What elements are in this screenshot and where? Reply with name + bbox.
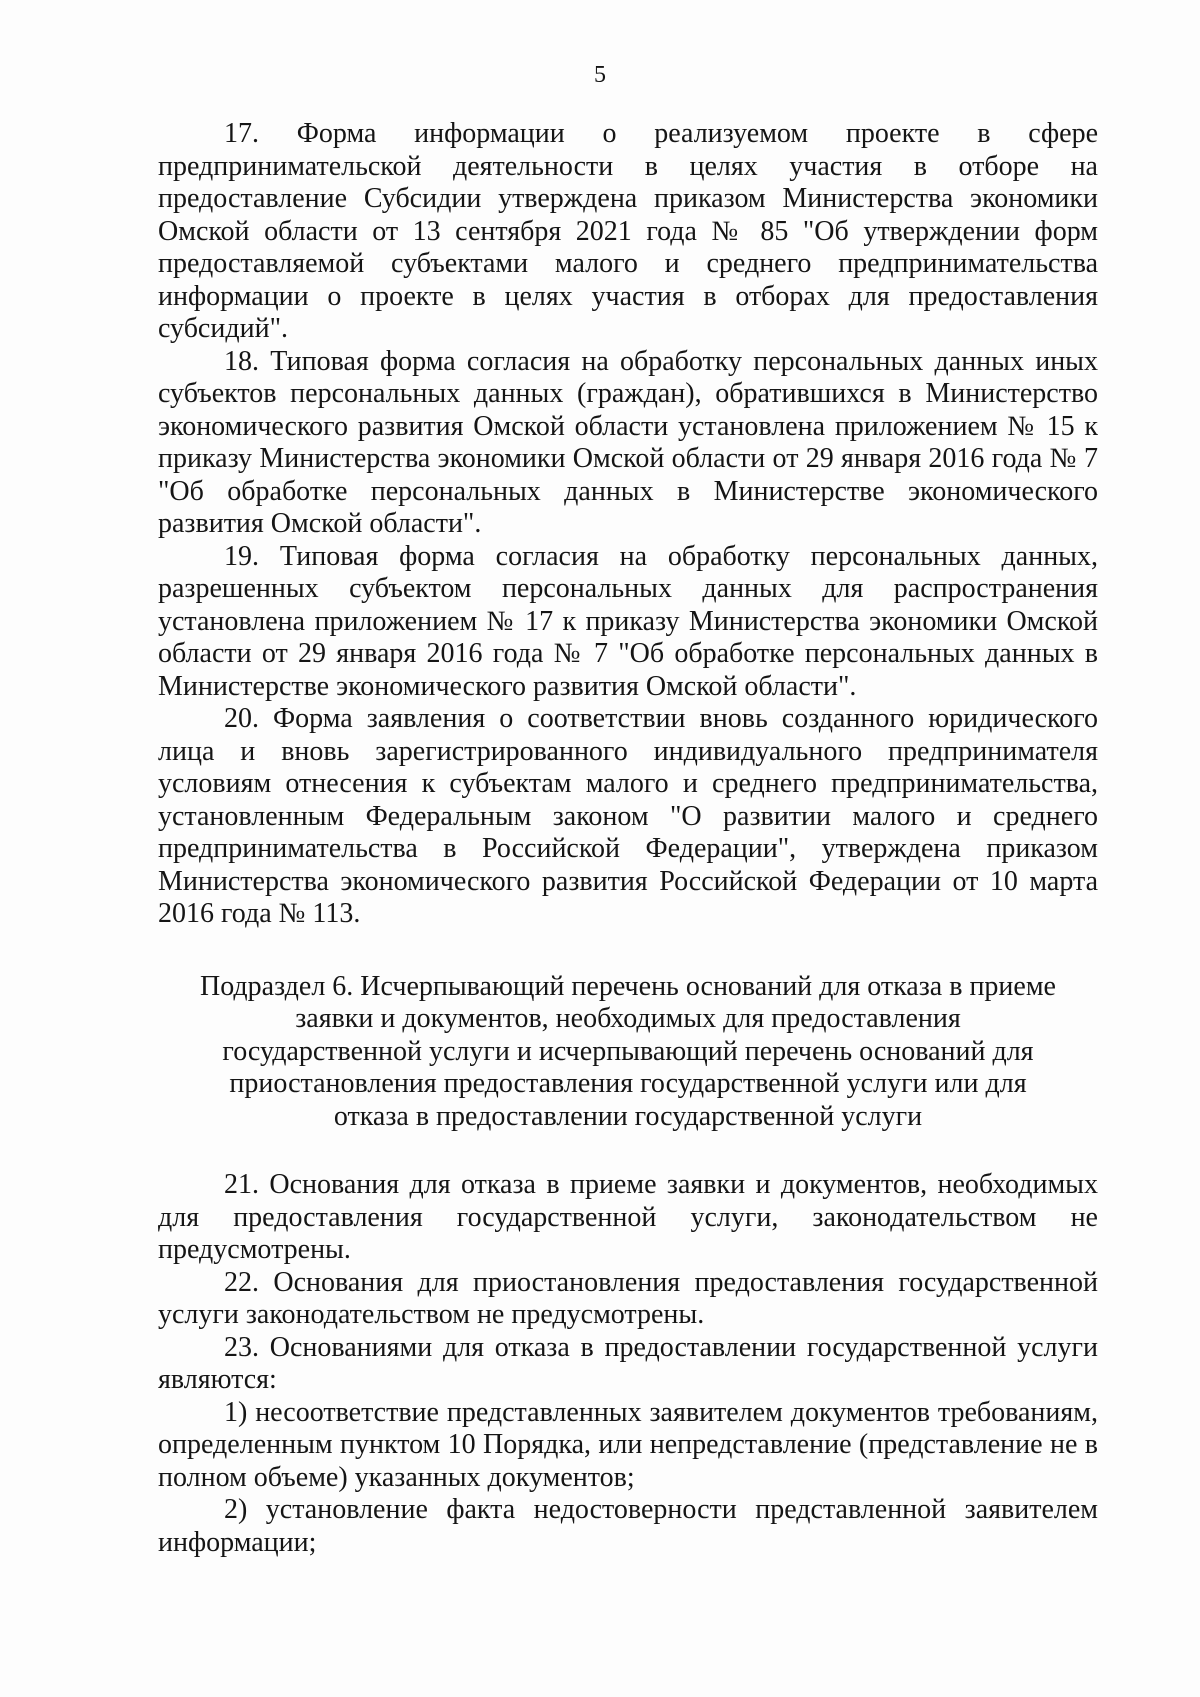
paragraph-22: 22. Основания для приостановления предоставления государственной услуги законодательством не предусмотрены.	[158, 1266, 1098, 1330]
paragraph-17: 17. Форма информации о реализуемом проекте в сфере предпринимательской деятельности в целях участия в отборе на предоставление Субсидии утверждена приказом Министерства экономики Омской области от 13 сентября 2021 года № 85 "Об утверждении форм предоставляемой субъектами малого и среднего предпринимательства информации о проекте в целях участия в отборах для предоставления субсидий".	[158, 118, 1098, 344]
page-number: 5	[594, 62, 606, 88]
document-body	[158, 118, 1098, 1559]
paragraph-19: 19. Типовая форма согласия на обработку персональных данных, разрешенных субъектом персональных данных для распространения установлена приложением № 17 к приказу Министерства экономики Омской области от 29 января 2016 года № 7 "Об обработке персональных данных в Министерстве экономического развития Омской области".	[158, 540, 1098, 702]
list-item-1: 1) несоответствие представленных заявителем документов требованиям, определенным пунктом 10 Порядка, или непредставление (представление не в полном объеме) указанных документов;	[158, 1396, 1098, 1493]
paragraph-23: 23. Основаниями для отказа в предоставлении государственной услуги являются:	[158, 1331, 1098, 1395]
paragraph-21: 21. Основания для отказа в приеме заявки и документов, необходимых для предоставления государственной услуги, законодательством не предусмотрены.	[158, 1169, 1098, 1265]
list-item-2: 2) установление факта недостоверности представленной заявителем информации;	[158, 1494, 1098, 1558]
paragraph-20: 20. Форма заявления о соответствии вновь созданного юридического лица и вновь зарегистрированного индивидуального предпринимателя условиям отнесения к субъектам малого и среднего предпринимательства, установленным Федеральным законом "О развитии малого и среднего предпринимательства в Российской Федерации", утверждена приказом Министерства экономического развития Российской Федерации от 10 марта 2016 года № 113.	[158, 703, 1098, 929]
section-heading: Подраздел 6. Исчерпывающий перечень оснований для отказа в приеме заявки и документов, необходимых для предоставления государственной услуги и исчерпывающий перечень оснований для приостановления предоставления государственной услуги или для отказа в предоставлении государственной услуги	[200, 970, 1056, 1132]
paragraph-18: 18. Типовая форма согласия на обработку персональных данных иных субъектов персональных данных (граждан), обратившихся в Министерство экономического развития Омской области установлена приложением № 15 к приказу Министерства экономики Омской области от 29 января 2016 года № 7 "Об обработке персональных данных в Министерстве экономического развития Омской области".	[158, 345, 1098, 539]
